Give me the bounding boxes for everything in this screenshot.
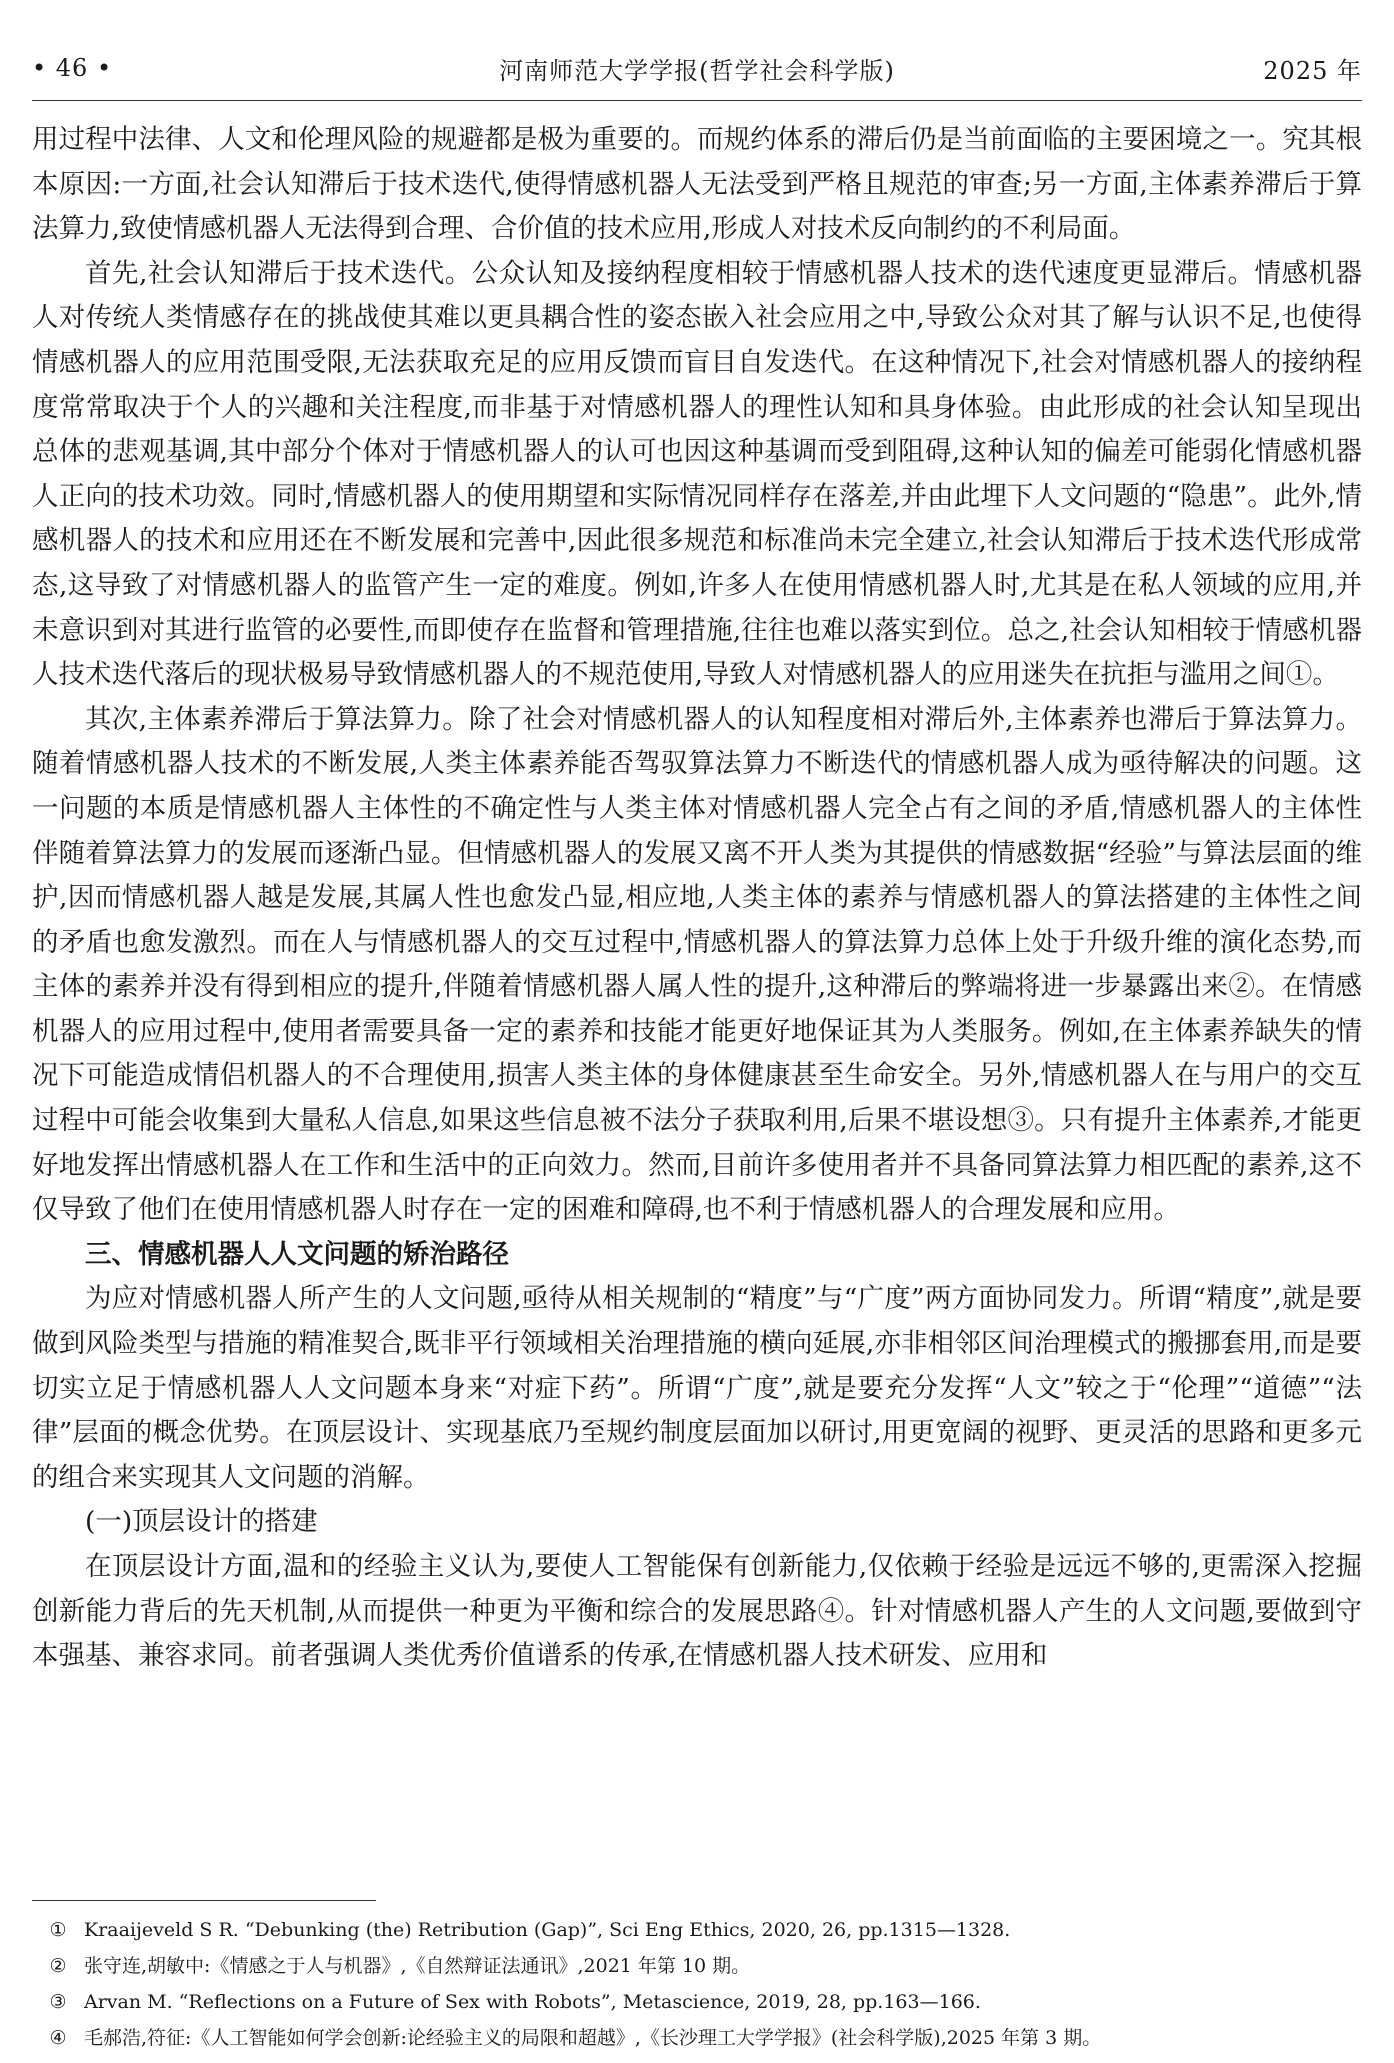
footnote-number: ③ [49,1991,67,2013]
paragraph-continued: 用过程中法律、人文和伦理风险的规避都是极为重要的。而规约体系的滞后仍是当前面临的主要困境之一。究其根本原因:一方面,社会认知滞后于技术迭代,使得情感机器人无法受到严格且规范的审查;另一方面,主体素养滞后于算法算力,致使情感机器人无法得到合理、合价值的技术应用,形成人对技术反向制约的不利局面。 [32,124,1362,245]
section-heading: 三、情感机器人人文问题的矫治路径 [85,1238,509,1270]
running-header [32,48,1362,88]
page-number: • 46 • [32,54,113,82]
paragraph-top-level-design: 在顶层设计方面,温和的经验主义认为,要使人工智能保有创新能力,仅依赖于经验是远远不够的,更需深入挖掘创新能力背后的先天机制,从而提供一种更为平衡和综合的发展思路④。针对情感机器人产生的人文问题,要做到守本强基、兼容求同。前者强调人类优秀价值谱系的传承,在情感机器人技术研发、应用和 [32,1551,1362,1672]
footnote-text: 张守连,胡敏中:《情感之于人与机器》,《自然辩证法通讯》,2021 年第 10 期。 [84,1955,751,1977]
footnote-rule [32,1900,376,1901]
footnote-number: ② [49,1955,67,1977]
paragraph-precision-breadth: 为应对情感机器人所产生的人文问题,亟待从相关规制的“精度”与“广度”两方面协同发力。所谓“精度”,就是要做到风险类型与措施的精准契合,既非平行领域相关治理措施的横向延展,亦非相邻区间治理模式的搬挪套用,而是要切实立足于情感机器人人文问题本身来“对症下药”。所谓“广度”,就是要充分发挥“人文”较之于“伦理”“道德”“法律”层面的概念优势。在顶层设计、实现基底乃至规约制度层面加以研讨,用更宽阔的视野、更灵活的思路和更多元的组合来实现其人文问题的消解。 [32,1283,1362,1493]
footnote-2 [32,1948,1362,1984]
subsection-heading: (一)顶层设计的搭建 [85,1506,318,1538]
footnote-number: ① [49,1919,67,1941]
footnotes [32,1912,1362,2056]
footnote-text: 毛郝浩,符征:《人工智能如何学会创新:论经验主义的局限和超越》,《长沙理工大学学报》(社会科学版),2025 年第 3 期。 [84,2027,1102,2049]
footnote-3 [32,1984,1362,2020]
publication-year: 2025 年 [1263,56,1362,85]
footnote-number: ④ [49,2027,67,2049]
article-body [32,118,1362,1679]
footnote-4 [32,2020,1362,2056]
journal-title: 河南师范大学学报(哲学社会科学版) [499,56,895,85]
footnote-text: Kraaijeveld S R. “Debunking (the) Retribution (Gap)”, Sci Eng Ethics, 2020, 26, pp.1315—1328. [84,1919,1011,1941]
header-rule [32,100,1362,101]
footnote-text: Arvan M. “Reflections on a Future of Sex with Robots”, Metascience, 2019, 28, pp.163—166. [84,1991,981,2013]
footnote-1 [32,1912,1362,1948]
paragraph-social-cognition: 首先,社会认知滞后于技术迭代。公众认知及接纳程度相较于情感机器人技术的迭代速度更显滞后。情感机器人对传统人类情感存在的挑战使其难以更具耦合性的姿态嵌入社会应用之中,导致公众对其了解与认识不足,也使得情感机器人的应用范围受限,无法获取充足的应用反馈而盲目自发迭代。在这种情况下,社会对情感机器人的接纳程度常常取决于个人的兴趣和关注程度,而非基于对情感机器人的理性认知和具身体验。由此形成的社会认知呈现出总体的悲观基调,其中部分个体对于情感机器人的认可也因这种基调而受到阻碍,这种认知的偏差可能弱化情感机器人正向的技术功效。同时,情感机器人的使用期望和实际情况同样存在落差,并由此埋下人文问题的“隐患”。此外,情感机器人的技术和应用还在不断发展和完善中,因此很多规范和标准尚未完全建立,社会认知滞后于技术迭代形成常态,这导致了对情感机器人的监管产生一定的难度。例如,许多人在使用情感机器人时,尤其是在私人领域的应用,并未意识到对其进行监管的必要性,而即使存在监督和管理措施,往往也难以落实到位。总之,社会认知相较于情感机器人技术迭代落后的现状极易导致情感机器人的不规范使用,导致人对情感机器人的应用迷失在抗拒与滥用之间①。 [32,257,1362,691]
paragraph-subject-literacy: 其次,主体素养滞后于算法算力。除了社会对情感机器人的认知程度相对滞后外,主体素养也滞后于算法算力。随着情感机器人技术的不断发展,人类主体素养能否驾驭算法算力不断迭代的情感机器人成为亟待解决的问题。这一问题的本质是情感机器人主体性的不确定性与人类主体对情感机器人完全占有之间的矛盾,情感机器人的主体性伴随着算法算力的发展而逐渐凸显。但情感机器人的发展又离不开人类为其提供的情感数据“经验”与算法层面的维护,因而情感机器人越是发展,其属人性也愈发凸显,相应地,人类主体的素养与情感机器人的算法搭建的主体性之间的矛盾也愈发激烈。而在人与情感机器人的交互过程中,情感机器人的算法算力总体上处于升级升维的演化态势,而主体的素养并没有得到相应的提升,伴随着情感机器人属人性的提升,这种滞后的弊端将进一步暴露出来②。在情感机器人的应用过程中,使用者需要具备一定的素养和技能才能更好地保证其为人类服务。例如,在主体素养缺失的情况下可能造成情侣机器人的不合理使用,损害人类主体的身体健康甚至生命安全。另外,情感机器人在与用户的交互过程中可能会收集到大量私人信息,如果这些信息被不法分子获取利用,后果不堪设想③。只有提升主体素养,才能更好地发挥出情感机器人在工作和生活中的正向效力。然而,目前许多使用者并不具备同算法算力相匹配的素养,这不仅导致了他们在使用情感机器人时存在一定的困难和障碍,也不利于情感机器人的合理发展和应用。 [32,703,1362,1226]
